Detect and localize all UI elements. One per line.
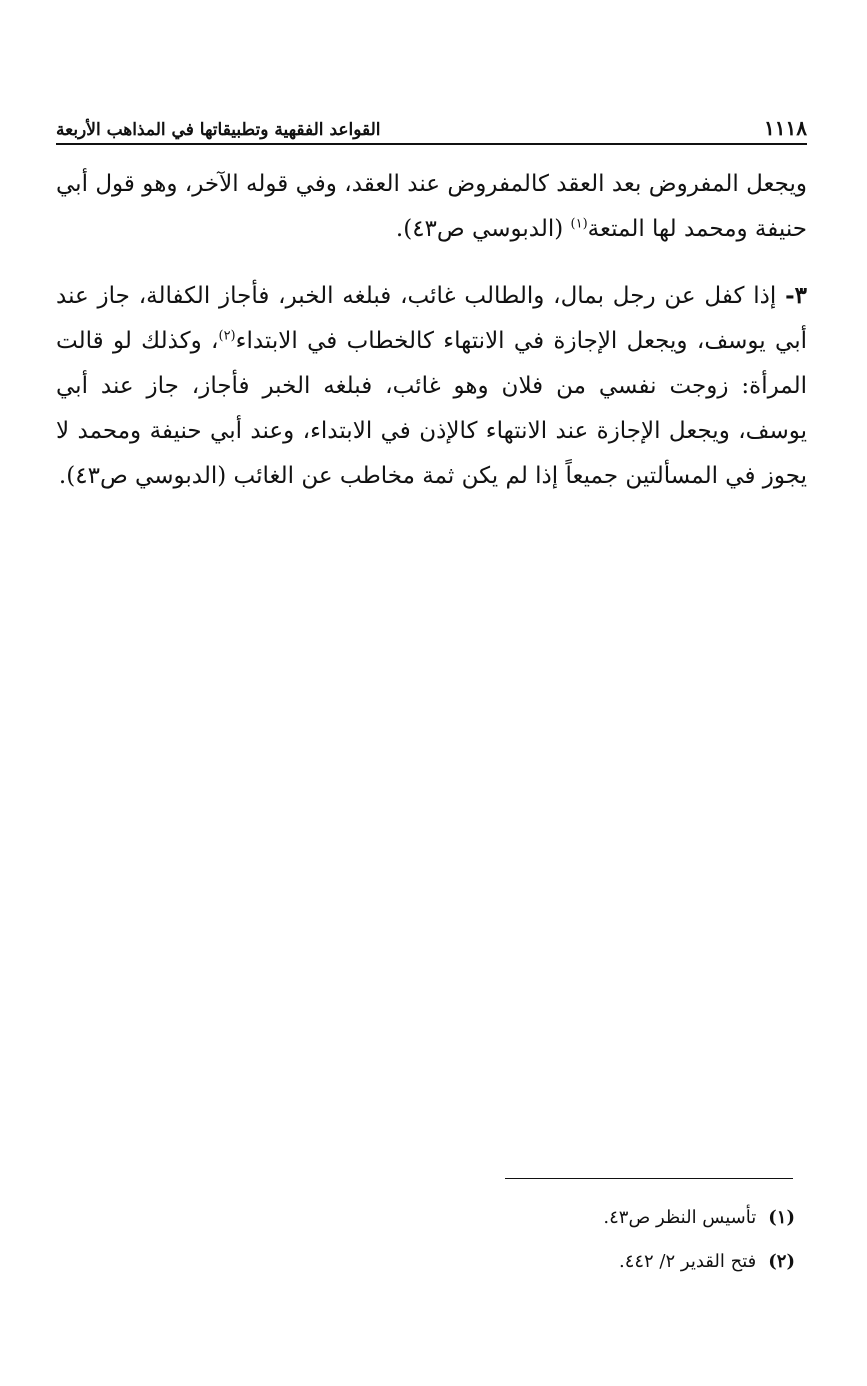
paragraph-2-text-a: إذا كفل عن رجل بمال، والطالب غائب، فبلغه الخبر، فأجاز الكفالة، جاز عند أبي يوسف، ويجعل الإجازة في الانتهاء كالخطاب في الابتداء <box>56 283 807 354</box>
footnote-ref-1: (١) <box>570 216 588 232</box>
footnote-text: فتح القدير ٢/ ٤٤٢. <box>618 1251 757 1272</box>
page-number: ١١١٨ <box>764 116 807 140</box>
footnote-marker: (٢) <box>768 1251 795 1272</box>
header-rule <box>56 143 807 145</box>
footnote-text: تأسيس النظر ص٤٣. <box>603 1207 757 1228</box>
footnote-ref-2: (٢) <box>218 328 236 344</box>
item-number-3: ٣- <box>785 282 807 309</box>
running-head <box>56 108 807 140</box>
paragraph-1 <box>56 162 807 252</box>
paragraph-2-text-b: ، وكذلك لو قالت المرأة: زوجت نفسي من فلان وهو غائب، فبلغه الخبر فأجاز، جاز عند أبي يوسف، ويجعل الإجازة عند الانتهاء كالإذن في الابتداء، وعند أبي حنيفة ومحمد لا يجوز في المسألتين جميعاً إذا لم يكن ثمة مخاطب عن الغائب (الدبوسي ص٤٣). <box>56 328 807 489</box>
main-text <box>56 162 807 499</box>
paragraph-2 <box>56 273 807 499</box>
footnotes <box>195 1196 795 1284</box>
paragraph-1-citation: (الدبوسي ص٤٣). <box>395 216 571 242</box>
footnote-rule <box>505 1178 793 1179</box>
footnote-marker: (١) <box>768 1207 795 1228</box>
running-title: القواعد الفقهية وتطبيقاتها في المذاهب الأربعة <box>56 120 381 140</box>
paragraph-1-text: ويجعل المفروض بعد العقد كالمفروض عند العقد، وفي قوله الآخر، وهو قول أبي حنيفة ومحمد لها المتعة <box>56 171 807 242</box>
footnote-1 <box>195 1196 795 1240</box>
footnote-2 <box>195 1240 795 1284</box>
